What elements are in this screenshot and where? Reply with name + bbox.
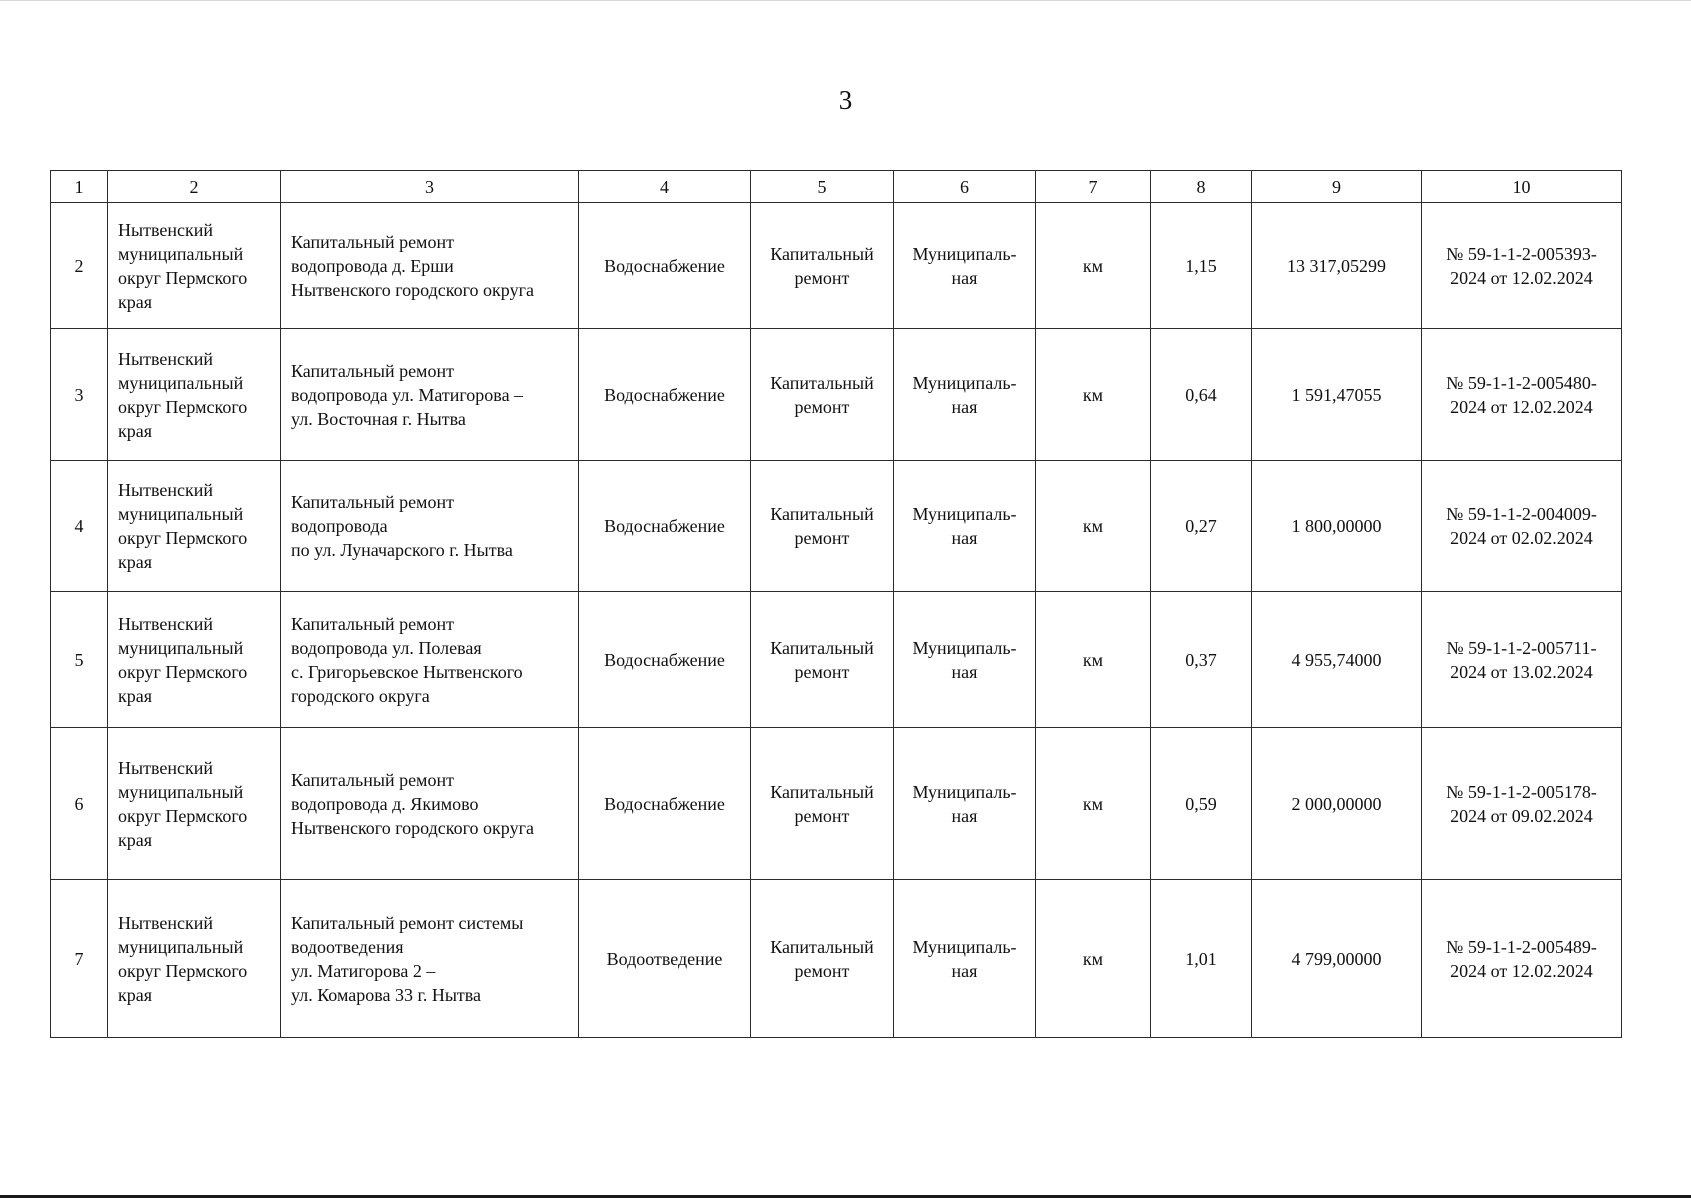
municipality-line: Нытвенский [118,912,213,933]
work-type-line: Капитальный [770,637,874,658]
ownership-line: ная [951,396,978,417]
document-line: № 59-1-1-2-004009- [1446,504,1597,524]
ownership-line: ная [951,267,978,288]
work-type-cell [751,329,894,461]
table-row [51,203,1622,329]
column-header: 2 [108,171,281,203]
work-type-line: Капитальный [770,504,874,524]
work-type-line: ремонт [794,805,850,826]
ownership-line: ная [951,528,978,548]
ownership-cell [894,461,1036,592]
cost-cell: 1 591,47055 [1252,329,1422,461]
object-name-line: водоотведения [291,936,404,957]
work-type-line: ремонт [794,396,850,417]
unit-cell: км [1036,461,1151,592]
municipality-line: округ Пермского [118,661,248,682]
sphere-cell: Водоснабжение [579,203,751,329]
table-row [51,728,1622,880]
document-cell [1422,728,1622,880]
document-line: 2024 от 02.02.2024 [1450,528,1593,548]
document-line: № 59-1-1-2-005178- [1446,781,1597,802]
object-name-cell [281,592,579,728]
object-name-line: водопровода ул. Матигорова – [291,384,524,405]
work-type-cell [751,592,894,728]
ownership-line: Муниципаль- [912,372,1017,393]
cost-cell: 4 799,00000 [1252,880,1422,1038]
municipality-cell [108,592,281,728]
municipality-line: муниципальный [118,936,244,957]
municipality-line: Нытвенский [118,480,213,500]
work-type-line: ремонт [794,960,850,981]
column-header: 3 [281,171,579,203]
document-line: 2024 от 12.02.2024 [1450,396,1593,417]
unit-cell: км [1036,728,1151,880]
municipality-line: Нытвенский [118,613,213,634]
municipality-line: муниципальный [118,243,244,264]
column-header: 9 [1252,171,1422,203]
object-name-line: Нытвенского городского округа [291,279,534,300]
municipality-cell [108,203,281,329]
municipality-line: Нытвенский [118,757,213,778]
document-cell [1422,203,1622,329]
municipality-cell [108,329,281,461]
cost-cell: 2 000,00000 [1252,728,1422,880]
object-name-line: ул. Матигорова 2 – [291,960,436,981]
column-header: 5 [751,171,894,203]
ownership-line: Муниципаль- [912,637,1017,658]
quantity-cell: 1,15 [1151,203,1252,329]
cost-cell: 1 800,00000 [1252,461,1422,592]
municipality-line: края [118,552,153,572]
municipality-line: округ Пермского [118,396,248,417]
work-type-cell [751,461,894,592]
column-header: 8 [1151,171,1252,203]
column-header: 1 [51,171,108,203]
row-number: 3 [51,329,108,461]
unit-cell: км [1036,203,1151,329]
object-name-cell [281,880,579,1038]
sphere-cell: Водоснабжение [579,728,751,880]
municipality-line: края [118,984,153,1005]
object-name-line: по ул. Луначарского г. Нытва [291,540,513,560]
municipality-line: Нытвенский [118,348,213,369]
ownership-line: Муниципаль- [912,781,1017,802]
quantity-cell: 0,59 [1151,728,1252,880]
ownership-line: ная [951,661,978,682]
ownership-cell [894,203,1036,329]
municipality-line: края [118,829,153,850]
municipality-cell [108,728,281,880]
unit-cell: км [1036,880,1151,1038]
object-name-line: Капитальный ремонт [291,492,454,512]
work-type-line: Капитальный [770,781,874,802]
work-type-line: Капитальный [770,243,874,264]
row-number: 6 [51,728,108,880]
municipality-line: края [118,420,153,441]
column-header: 10 [1422,171,1622,203]
ownership-line: ная [951,805,978,826]
object-name-line: с. Григорьевское Нытвенского [291,661,523,682]
quantity-cell: 0,37 [1151,592,1252,728]
table-row [51,329,1622,461]
ownership-line: ная [951,960,978,981]
sphere-cell: Водоснабжение [579,329,751,461]
sphere-cell: Водоснабжение [579,461,751,592]
object-name-cell [281,728,579,880]
document-line: 2024 от 12.02.2024 [1450,267,1593,288]
object-name-line: Капитальный ремонт системы [291,912,524,933]
sphere-cell: Водоснабжение [579,592,751,728]
document-cell [1422,592,1622,728]
unit-cell: км [1036,592,1151,728]
municipality-line: округ Пермского [118,528,248,548]
object-name-line: Капитальный ремонт [291,613,454,634]
row-number: 2 [51,203,108,329]
cost-cell: 13 317,05299 [1252,203,1422,329]
page-number: 3 [838,85,853,115]
object-name-line: водопровода ул. Полевая [291,637,482,658]
quantity-cell: 0,27 [1151,461,1252,592]
object-name-cell [281,203,579,329]
object-name-line: водопровода д. Якимово [291,793,479,814]
municipality-line: края [118,291,153,312]
municipality-line: округ Пермского [118,960,248,981]
column-header: 4 [579,171,751,203]
municipality-line: муниципальный [118,781,244,802]
quantity-cell: 0,64 [1151,329,1252,461]
object-name-line: водопровода д. Ерши [291,255,454,276]
work-type-cell [751,728,894,880]
document-cell [1422,880,1622,1038]
document-line: 2024 от 13.02.2024 [1450,661,1593,682]
ownership-line: Муниципаль- [912,936,1017,957]
object-name-line: городского округа [291,685,430,706]
row-number: 5 [51,592,108,728]
table-row [51,461,1622,592]
document-line: № 59-1-1-2-005711- [1446,637,1597,658]
document-line: № 59-1-1-2-005489- [1446,936,1597,957]
municipality-line: муниципальный [118,637,244,658]
object-name-cell [281,329,579,461]
municipality-cell [108,880,281,1038]
work-type-cell [751,203,894,329]
document-cell [1422,329,1622,461]
quantity-cell: 1,01 [1151,880,1252,1038]
table-row [51,880,1622,1038]
header-row [51,171,1622,203]
municipality-line: края [118,685,153,706]
bottom-border-line [0,1195,1691,1198]
work-type-line: Капитальный [770,372,874,393]
document-line: 2024 от 12.02.2024 [1450,960,1593,981]
top-border-line [0,0,1691,1]
row-number: 4 [51,461,108,592]
municipality-line: округ Пермского [118,267,248,288]
row-number: 7 [51,880,108,1038]
object-name-line: ул. Комарова 33 г. Нытва [291,984,482,1005]
cost-cell: 4 955,74000 [1252,592,1422,728]
document-line: № 59-1-1-2-005480- [1446,372,1597,393]
object-name-line: водопровода [291,516,388,536]
ownership-cell [894,329,1036,461]
work-type-line: ремонт [794,267,850,288]
ownership-cell [894,728,1036,880]
work-type-line: Капитальный [770,936,874,957]
document-cell [1422,461,1622,592]
work-type-line: ремонт [794,661,850,682]
ownership-line: Муниципаль- [912,243,1017,264]
municipality-line: муниципальный [118,372,244,393]
object-name-line: Капитальный ремонт [291,769,454,790]
work-type-line: ремонт [794,528,850,548]
ownership-cell [894,592,1036,728]
object-name-line: Капитальный ремонт [291,360,454,381]
municipality-line: округ Пермского [118,805,248,826]
municipality-line: муниципальный [118,504,244,524]
document-line: № 59-1-1-2-005393- [1446,243,1597,264]
sphere-cell: Водоотведение [579,880,751,1038]
object-name-line: Нытвенского городского округа [291,817,534,838]
column-header: 7 [1036,171,1151,203]
unit-cell: км [1036,329,1151,461]
object-name-cell [281,461,579,592]
municipality-line: Нытвенский [118,219,213,240]
municipality-cell [108,461,281,592]
capital-repair-table [50,170,1622,1038]
work-type-cell [751,880,894,1038]
ownership-cell [894,880,1036,1038]
document-line: 2024 от 09.02.2024 [1450,805,1593,826]
table-row [51,592,1622,728]
object-name-line: ул. Восточная г. Нытва [291,408,466,429]
ownership-line: Муниципаль- [912,504,1017,524]
column-header: 6 [894,171,1036,203]
object-name-line: Капитальный ремонт [291,231,454,252]
